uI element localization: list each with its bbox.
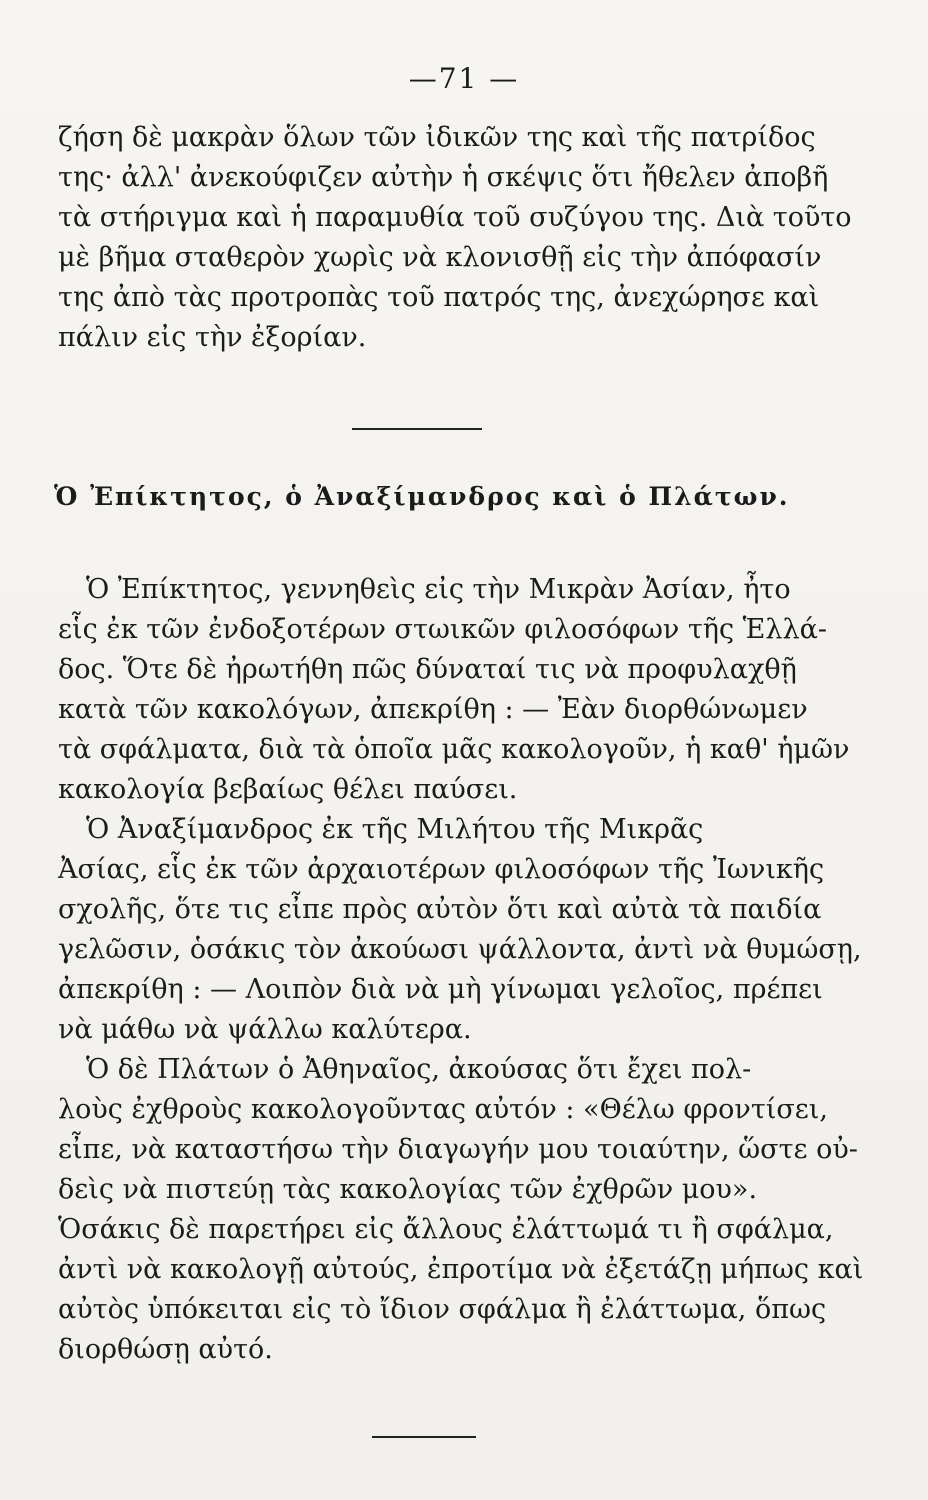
text-line: ἀπεκρίθη : — Λοιπὸν διὰ νὰ μὴ γίνωμαι γελοῖος, πρέπει (58, 974, 823, 1005)
text-line: της· ἀλλ' ἀνεκούφιζεν αὐτὴν ἡ σκέψις ὅτι ἤθελεν ἀποβῆ (58, 162, 829, 193)
text-line: Ὁ Ἐπίκτητος, γεννηθεὶς εἰς τὴν Μικρὰν Ἀσίαν, ἦτο (86, 574, 791, 605)
text-line: πάλιν εἰς τὴν ἐξορίαν. (58, 322, 367, 353)
text-line: κατὰ τῶν κακολόγων, ἀπεκρίθη : — Ἐὰν διορθώνωμεν (58, 694, 808, 725)
text-line: δεὶς νὰ πιστεύῃ τὰς κακολογίας τῶν ἐχθρῶν μου». (58, 1174, 758, 1205)
text-line: εἶπε, νὰ καταστήσω τὴν διαγωγήν μου τοιαύτην, ὥστε οὐ- (58, 1134, 858, 1165)
text-line: σχολῆς, ὅτε τις εἶπε πρὸς αὐτὸν ὅτι καὶ αὐτὰ τὰ παιδία (58, 894, 822, 925)
page-number: —71 — (408, 62, 520, 95)
section-body (58, 570, 864, 1370)
text-line: διορθώσῃ αὐτό. (58, 1334, 273, 1365)
text-line: ζήση δὲ μακρὰν ὅλων τῶν ἰδικῶν της καὶ τῆς πατρίδος (58, 122, 816, 153)
text-line: νὰ μάθω νὰ ψάλλω καλύτερα. (58, 1014, 472, 1045)
end-divider (372, 1436, 476, 1438)
text-line: δος. Ὅτε δὲ ἠρωτήθη πῶς δύναταί τις νὰ προφυλαχθῇ (58, 654, 797, 685)
text-line: κακολογία βεβαίως θέλει παύσει. (58, 774, 518, 805)
text-line: Ὁ Ἀναξίμανδρος ἐκ τῆς Μιλήτου τῆς Μικρᾶς (86, 814, 704, 845)
text-line: μὲ βῆμα σταθερὸν χωρὶς νὰ κλονισθῇ εἰς τὴν ἀπόφασίν (58, 242, 822, 273)
text-line: ἀντὶ νὰ κακολογῇ αὐτούς, ἐπροτίμα νὰ ἐξετάζῃ μήπως καὶ (58, 1254, 864, 1285)
intro-paragraph (58, 118, 852, 358)
text-line: Ὁσάκις δὲ παρετήρει εἰς ἄλλους ἐλάττωμά τι ἢ σφάλμα, (58, 1214, 834, 1245)
text-line: γελῶσιν, ὁσάκις τὸν ἀκούωσι ψάλλοντα, ἀντὶ νὰ θυμώσῃ, (58, 934, 862, 965)
text-line: Ὁ δὲ Πλάτων ὁ Ἀθηναῖος, ἀκούσας ὅτι ἔχει πολ- (86, 1054, 752, 1085)
section-heading: Ὁ Ἐπίκτητος, ὁ Ἀναξίμανδρος καὶ ὁ Πλάτων. (54, 482, 790, 511)
text-line: Ἀσίας, εἷς ἐκ τῶν ἀρχαιοτέρων φιλοσόφων τῆς Ἰωνικῆς (58, 854, 825, 885)
text-line: τὰ σφάλματα, διὰ τὰ ὁποῖα μᾶς κακολογοῦν, ἡ καθ' ἡμῶν (58, 734, 850, 765)
text-line: λοὺς ἐχθροὺς κακολογοῦντας αὐτόν : «Θέλω φροντίσει, (58, 1094, 828, 1125)
text-line: της ἀπὸ τὰς προτροπὰς τοῦ πατρός της, ἀνεχώρησε καὶ (58, 282, 820, 313)
text-line: τὰ στήριγμα καὶ ἡ παραμυθία τοῦ συζύγου της. Διὰ τοῦτο (58, 202, 852, 233)
section-divider (352, 428, 482, 430)
text-line: αὐτὸς ὑπόκειται εἰς τὸ ἴδιον σφάλμα ἢ ἐλάττωμα, ὅπως (58, 1294, 827, 1325)
text-line: εἷς ἐκ τῶν ἐνδοξοτέρων στωικῶν φιλοσόφων τῆς Ἑλλά- (58, 614, 827, 645)
